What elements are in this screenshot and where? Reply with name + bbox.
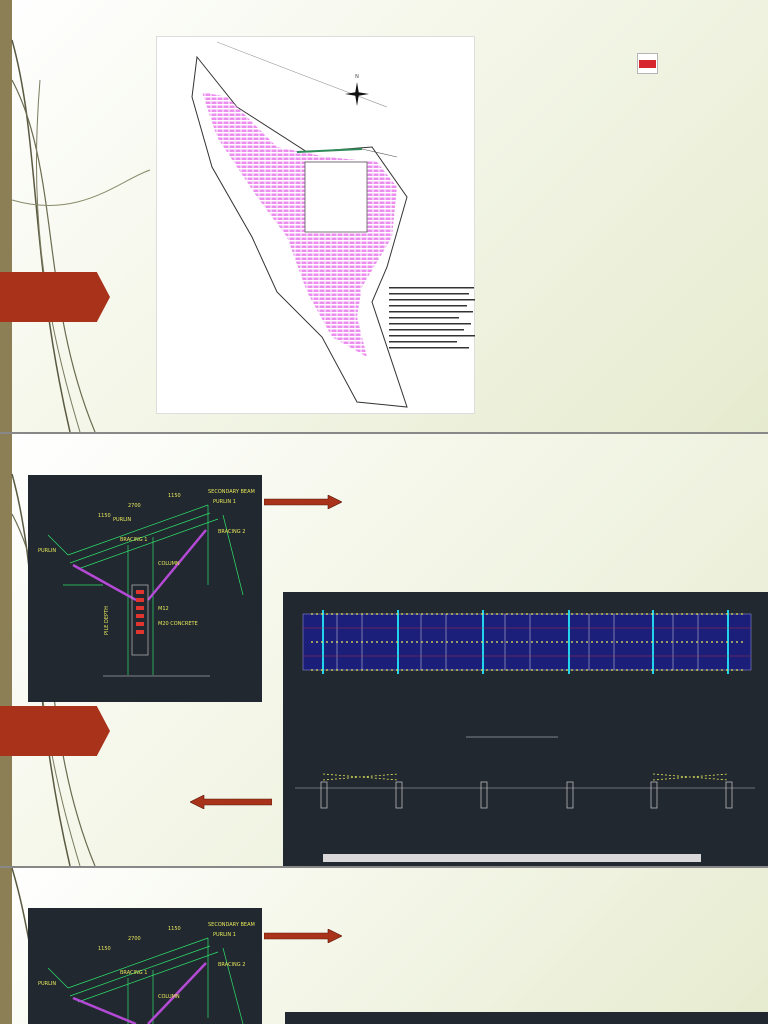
- section-arrow-tab: [0, 272, 110, 322]
- svg-text:COLUMN: COLUMN: [158, 994, 180, 1000]
- svg-text:PURLIN: PURLIN: [113, 517, 132, 523]
- svg-text:1150: 1150: [168, 493, 181, 499]
- svg-text:PURLIN: PURLIN: [38, 981, 57, 987]
- decorative-swirl-icon: [0, 0, 160, 432]
- svg-text:1150: 1150: [168, 926, 181, 932]
- svg-text:PILE DEPTH: PILE DEPTH: [104, 606, 110, 635]
- slide-2: [0, 434, 768, 866]
- right-arrow-icon: [264, 495, 342, 509]
- svg-text:SECONDARY BEAM: SECONDARY BEAM: [208, 922, 255, 928]
- pdf-icon-label: [639, 60, 656, 68]
- bracket-side-view-drawing: [28, 908, 262, 1024]
- svg-text:M12: M12: [158, 606, 169, 612]
- array-layout-drawing: [283, 592, 768, 866]
- svg-text:1150: 1150: [98, 513, 111, 519]
- svg-text:PURLIN 1: PURLIN 1: [213, 932, 236, 938]
- svg-text:SECONDARY BEAM: SECONDARY BEAM: [208, 489, 255, 495]
- pdf-file-icon[interactable]: [637, 53, 658, 74]
- svg-text:PURLIN: PURLIN: [38, 548, 57, 554]
- svg-text:2700: 2700: [128, 936, 141, 942]
- svg-text:N: N: [355, 74, 359, 80]
- svg-text:BRACING 2: BRACING 2: [218, 962, 246, 968]
- svg-text:1150: 1150: [98, 946, 111, 952]
- svg-text:COLUMN: COLUMN: [158, 561, 180, 567]
- slide-1: [0, 0, 768, 432]
- svg-text:2700: 2700: [128, 503, 141, 509]
- right-arrow-icon: [264, 929, 342, 943]
- svg-text:BRACING 1: BRACING 1: [120, 970, 148, 976]
- svg-text:PURLIN 1: PURLIN 1: [213, 499, 236, 505]
- general-layout-plan-image: [156, 36, 475, 414]
- svg-text:BRACING 1: BRACING 1: [120, 537, 148, 543]
- section-arrow-tab: [0, 706, 110, 756]
- bracket-side-view-drawing: [28, 475, 262, 702]
- svg-text:M20 CONCRETE: M20 CONCRETE: [158, 621, 198, 627]
- left-arrow-icon: [190, 795, 272, 809]
- slide-3: [0, 868, 768, 1024]
- svg-text:BRACING 2: BRACING 2: [218, 529, 246, 535]
- array-layout-drawing-partial: [285, 1012, 768, 1024]
